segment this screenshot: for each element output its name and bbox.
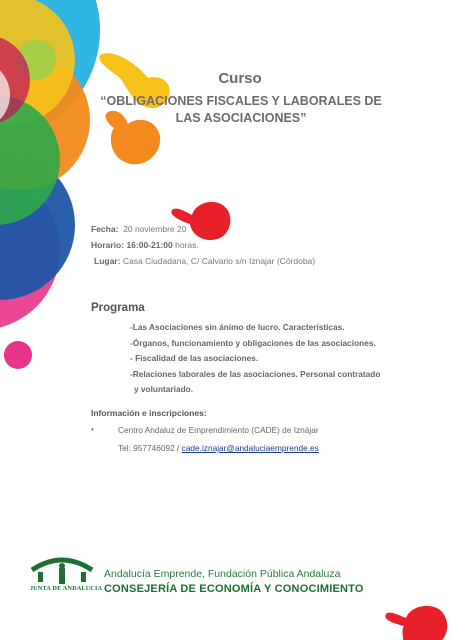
course-title-line-1: “OBLIGACIONES FISCALES Y LABORALES DE [100, 94, 382, 108]
contact-phone: Tel: 957746092 / [118, 443, 180, 453]
course-label: Curso [218, 70, 262, 87]
course-title [96, 93, 386, 127]
schedule-label: Horario: [91, 240, 125, 250]
program-item-4: -Relaciones laborales de las asociaciones. Personal contratado [130, 369, 381, 379]
location-value: Casa Ciudadana, C/ Calvario s/n Iznajar (Córdoba) [122, 256, 316, 266]
schedule-row [91, 240, 199, 250]
contact-bullet: • [91, 425, 94, 434]
schedule-value: 16:00-21:00 [126, 240, 173, 250]
contact-center: Centro Andaluz de Emprendimiento (CADE) de Iznájar [118, 425, 319, 435]
footer-ministry: CONSEJERÍA DE ECONOMÍA Y CONOCIMIENTO [104, 583, 364, 595]
contact-email-link[interactable]: cade.iznajar@andaluciaemprende.es [181, 443, 319, 453]
junta-logo-text: JUNTA DE ANDALUCIA [30, 586, 103, 592]
date-value: 20 noviembre 20 [123, 224, 187, 234]
date-row [91, 224, 186, 234]
program-item-5: y voluntariado. [134, 384, 194, 394]
course-title-line-2: LAS ASOCIACIONES” [175, 111, 307, 125]
program-item-3: - Fiscalidad de las asociaciones. [130, 353, 259, 363]
schedule-suffix: horas. [175, 240, 199, 250]
location-label: Lugar: [94, 256, 121, 266]
footer-organization: Andalucía Emprende, Fundación Pública Andaluza [104, 568, 341, 580]
location-row [94, 256, 315, 266]
program-heading: Programa [91, 302, 145, 314]
contact-phone-row [118, 443, 319, 453]
contact-heading: Información e inscripciones: [91, 408, 207, 418]
program-item-1: -Las Asociaciones sin ánimo de lucro. Características. [130, 322, 345, 332]
date-label: Fecha: [91, 224, 119, 234]
program-item-2: -Órganos, funcionamiento y obligaciones de las asociaciones. [130, 338, 376, 348]
